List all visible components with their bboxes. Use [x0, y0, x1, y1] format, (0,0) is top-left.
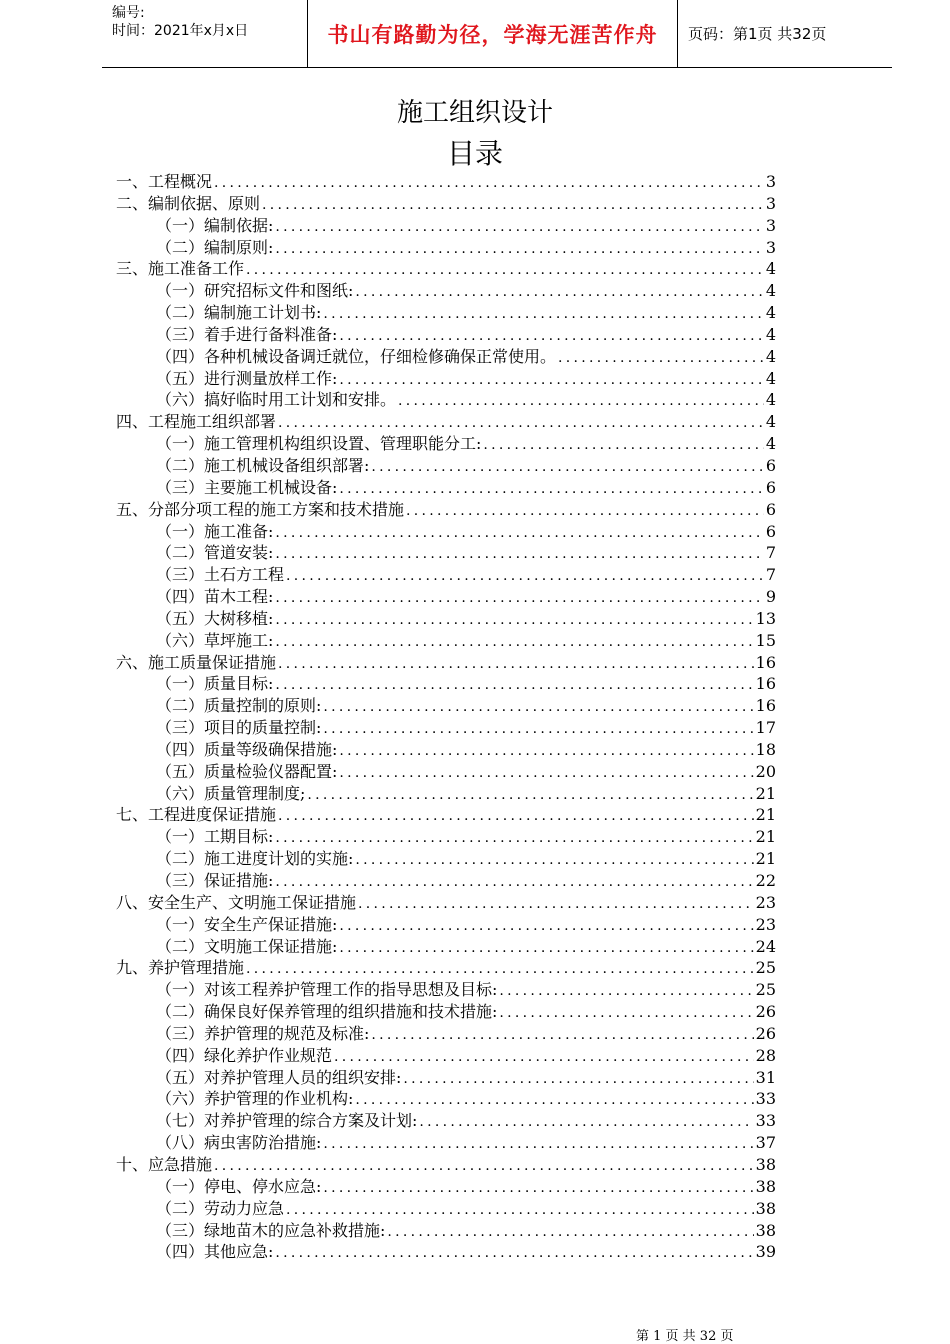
toc-entry-page: 33: [755, 1089, 776, 1109]
toc-leader-dots: [286, 566, 764, 586]
toc-entry-label: （二）管道安装:: [156, 543, 274, 563]
toc-entry-label: 六、施工质量保证措施: [116, 652, 277, 672]
table-of-contents: [116, 171, 776, 1263]
toc-entry[interactable]: [116, 258, 776, 280]
toc-leader-dots: [262, 195, 764, 215]
toc-entry-page: 23: [755, 892, 776, 912]
toc-entry-page: 4: [765, 390, 776, 410]
toc-entry-page: 38: [755, 1176, 776, 1196]
toc-entry-label: （五）大树移植:: [156, 608, 274, 628]
toc-entry-label: （六）养护管理的作业机构:: [156, 1089, 354, 1109]
toc-entry-page: 26: [755, 1002, 776, 1022]
toc-leader-dots: [323, 719, 753, 739]
toc-leader-dots: [214, 1156, 754, 1176]
toc-entry-label: 三、施工准备工作: [116, 259, 245, 279]
toc-entry[interactable]: [116, 739, 776, 761]
toc-entry-label: （六）搞好临时用工计划和安排。: [156, 390, 397, 410]
toc-entry-label: （二）编制原则:: [156, 237, 274, 257]
toc-entry-page: 31: [755, 1067, 776, 1087]
toc-entry-page: 25: [755, 980, 776, 1000]
toc-entry-label: （二）施工机械设备组织部署:: [156, 455, 370, 475]
toc-leader-dots: [339, 763, 753, 783]
toc-entry[interactable]: [116, 783, 776, 805]
header-meta: [102, 0, 308, 67]
header-time-label: 时间：2021年x月x日: [112, 23, 249, 39]
toc-entry[interactable]: [116, 389, 776, 411]
toc-entry-label: （三）养护管理的规范及标准:: [156, 1023, 370, 1043]
toc-entry-page: 15: [755, 630, 776, 650]
toc-entry-label: 一、工程概况: [116, 172, 213, 191]
toc-leader-dots: [355, 1090, 753, 1110]
toc-entry[interactable]: [116, 1198, 776, 1220]
toc-entry-page: 33: [755, 1111, 776, 1131]
toc-entry-label: （四）其他应急:: [156, 1242, 274, 1262]
toc-entry-page: 6: [765, 455, 776, 475]
toc-entry-label: （三）土石方工程: [156, 565, 285, 585]
toc-leader-dots: [358, 894, 754, 914]
toc-entry[interactable]: [116, 1067, 776, 1089]
toc-entry-page: 4: [765, 412, 776, 432]
toc-entry[interactable]: [116, 542, 776, 564]
toc-entry[interactable]: [116, 892, 776, 914]
toc-entry-label: （六）质量管理制度;: [156, 783, 306, 803]
toc-entry[interactable]: [116, 717, 776, 739]
toc-entry[interactable]: [116, 237, 776, 259]
toc-entry[interactable]: [116, 936, 776, 958]
header-motto: 书山有路勤为径，学海无涯苦作舟: [308, 0, 678, 67]
toc-entry[interactable]: [116, 302, 776, 324]
toc-entry-label: （二）确保良好保养管理的组织措施和技术措施:: [156, 1002, 498, 1022]
toc-entry-page: 3: [765, 193, 776, 213]
toc-entry-page: 6: [765, 499, 776, 519]
toc-leader-dots: [275, 632, 753, 652]
toc-leader-dots: [275, 523, 763, 543]
toc-leader-dots: [323, 304, 763, 324]
toc-entry-page: 21: [755, 849, 776, 869]
toc-leader-dots: [275, 828, 753, 848]
toc-entry-page: 6: [765, 521, 776, 541]
toc-entry-page: 39: [755, 1242, 776, 1262]
toc-leader-dots: [275, 872, 753, 892]
toc-leader-dots: [214, 173, 764, 193]
toc-entry-page: 25: [755, 958, 776, 978]
toc-entry-page: 13: [755, 608, 776, 628]
toc-entry-page: 38: [755, 1154, 776, 1174]
toc-entry-label: 二、编制依据、原则: [116, 193, 261, 213]
toc-entry-page: 28: [755, 1045, 776, 1065]
toc-leader-dots: [275, 217, 763, 237]
toc-entry-label: 八、安全生产、文明施工保证措施: [116, 892, 357, 912]
toc-entry-label: （三）着手进行备料准备:: [156, 324, 338, 344]
toc-leader-dots: [339, 741, 753, 761]
toc-leader-dots: [246, 959, 754, 979]
toc-entry[interactable]: [116, 521, 776, 543]
toc-leader-dots: [339, 916, 753, 936]
toc-entry[interactable]: [116, 761, 776, 783]
toc-entry-label: 五、分部分项工程的施工方案和技术措施: [116, 499, 405, 519]
toc-leader-dots: [286, 1200, 754, 1220]
toc-entry-page: 17: [755, 718, 776, 738]
toc-leader-dots: [387, 1222, 753, 1242]
toc-leader-dots: [275, 675, 753, 695]
toc-entry[interactable]: [116, 804, 776, 826]
toc-leader-dots: [323, 1178, 753, 1198]
toc-entry-label: （二）质量控制的原则:: [156, 696, 322, 716]
toc-entry-page: 4: [765, 324, 776, 344]
toc-entry-page: 21: [755, 805, 776, 825]
toc-entry[interactable]: [116, 1132, 776, 1154]
toc-entry[interactable]: [116, 433, 776, 455]
toc-entry[interactable]: [116, 1001, 776, 1023]
toc-entry[interactable]: [116, 477, 776, 499]
toc-leader-dots: [499, 981, 753, 1001]
toc-leader-dots: [398, 391, 764, 411]
toc-entry[interactable]: [116, 848, 776, 870]
toc-entry-label: 七、工程进度保证措施: [116, 805, 277, 825]
toc-leader-dots: [275, 239, 763, 259]
toc-leader-dots: [499, 1003, 753, 1023]
toc-entry-page: 4: [765, 303, 776, 323]
toc-entry[interactable]: [116, 1241, 776, 1263]
toc-leader-dots: [278, 806, 754, 826]
toc-entry-page: 4: [765, 281, 776, 301]
toc-leader-dots: [406, 501, 764, 521]
toc-entry-page: 7: [765, 543, 776, 563]
toc-entry-page: 21: [755, 827, 776, 847]
toc-entry-label: （一）编制依据:: [156, 215, 274, 235]
toc-entry-label: （七）对养护管理的综合方案及计划:: [156, 1111, 418, 1131]
toc-entry-page: 4: [765, 259, 776, 279]
document-title: 施工组织设计: [396, 98, 553, 128]
toc-entry-label: （一）施工准备:: [156, 521, 274, 541]
toc-entry-label: （一）施工管理机构组织设置、管理职能分工:: [156, 434, 482, 454]
toc-entry-label: （八）病虫害防治措施:: [156, 1133, 322, 1153]
toc-entry-label: （二）编制施工计划书:: [156, 303, 322, 323]
toc-entry[interactable]: [116, 215, 776, 237]
toc-leader-dots: [483, 435, 763, 455]
toc-entry-label: 四、工程施工组织部署: [116, 412, 277, 432]
toc-leader-dots: [355, 282, 763, 302]
toc-heading: 目录: [446, 137, 503, 170]
toc-entry-page: 9: [765, 587, 776, 607]
toc-leader-dots: [403, 1069, 753, 1089]
toc-entry[interactable]: [116, 346, 776, 368]
toc-entry-page: 21: [755, 783, 776, 803]
toc-entry-page: 3: [765, 215, 776, 235]
toc-entry-page: 6: [765, 477, 776, 497]
toc-leader-dots: [275, 544, 763, 564]
toc-entry-page: 18: [755, 739, 776, 759]
toc-entry-page: 4: [765, 368, 776, 388]
toc-entry-label: （一）对该工程养护管理工作的指导思想及目标:: [156, 980, 498, 1000]
toc-entry-label: （二）文明施工保证措施:: [156, 936, 338, 956]
toc-entry[interactable]: [116, 826, 776, 848]
page-header: [102, 0, 892, 68]
toc-entry[interactable]: [116, 1154, 776, 1176]
toc-entry[interactable]: [116, 193, 776, 215]
toc-entry[interactable]: [116, 1088, 776, 1110]
toc-entry[interactable]: [116, 1045, 776, 1067]
toc-leader-dots: [339, 938, 753, 958]
toc-entry-label: 十、应急措施: [116, 1154, 213, 1174]
toc-entry-label: （三）项目的质量控制:: [156, 718, 322, 738]
toc-entry-label: （四）苗木工程:: [156, 587, 274, 607]
toc-leader-dots: [339, 479, 763, 499]
toc-entry[interactable]: [116, 368, 776, 390]
toc-leader-dots: [275, 1243, 753, 1263]
toc-entry-page: 23: [755, 914, 776, 934]
toc-entry-label: （四）绿化养护作业规范: [156, 1045, 333, 1065]
toc-leader-dots: [419, 1112, 753, 1132]
toc-leader-dots: [246, 260, 764, 280]
toc-entry-label: （一）质量目标:: [156, 674, 274, 694]
header-code-label: 编号:: [112, 5, 145, 21]
toc-leader-dots: [334, 1047, 754, 1067]
toc-entry[interactable]: [116, 1023, 776, 1045]
toc-leader-dots: [278, 654, 754, 674]
toc-entry-page: 37: [755, 1133, 776, 1153]
toc-entry[interactable]: [116, 1220, 776, 1242]
toc-entry[interactable]: [116, 1110, 776, 1132]
toc-entry[interactable]: [116, 455, 776, 477]
toc-entry-page: 26: [755, 1023, 776, 1043]
toc-entry[interactable]: [116, 914, 776, 936]
toc-entry-label: （一）研究招标文件和图纸:: [156, 281, 354, 301]
toc-entry[interactable]: [116, 280, 776, 302]
toc-entry-label: （二）施工进度计划的实施:: [156, 849, 354, 869]
toc-entry[interactable]: [116, 695, 776, 717]
toc-entry-page: 22: [755, 871, 776, 890]
toc-entry[interactable]: [116, 957, 776, 979]
toc-entry-label: （三）绿地苗木的应急补救措施:: [156, 1220, 386, 1240]
toc-entry-label: （四）各种机械设备调迁就位，仔细检修确保正常使用。: [156, 346, 557, 366]
toc-leader-dots: [339, 326, 763, 346]
toc-entry[interactable]: [116, 324, 776, 346]
toc-entry-label: 九、养护管理措施: [116, 958, 245, 978]
page-footer: 第 1 页 共 32 页: [636, 1329, 734, 1344]
toc-entry[interactable]: [116, 499, 776, 521]
toc-entry-label: （六）草坪施工:: [156, 630, 274, 650]
toc-leader-dots: [339, 370, 763, 390]
toc-entry-label: （二）劳动力应急: [156, 1198, 285, 1218]
toc-entry[interactable]: [116, 673, 776, 695]
toc-entry-page: 3: [765, 172, 776, 191]
toc-leader-dots: [323, 697, 753, 717]
toc-entry[interactable]: [116, 411, 776, 433]
toc-leader-dots: [355, 850, 753, 870]
toc-leader-dots: [275, 588, 763, 608]
toc-entry[interactable]: [116, 630, 776, 652]
toc-entry[interactable]: [116, 1176, 776, 1198]
toc-entry-page: 16: [755, 674, 776, 694]
toc-entry-label: （一）安全生产保证措施:: [156, 914, 338, 934]
toc-leader-dots: [558, 348, 764, 368]
toc-leader-dots: [371, 457, 763, 477]
toc-entry-label: （五）对养护管理人员的组织安排:: [156, 1067, 402, 1087]
toc-entry-page: 4: [765, 346, 776, 366]
toc-entry-page: 38: [755, 1198, 776, 1218]
toc-entry-label: （四）质量等级确保措施:: [156, 739, 338, 759]
toc-entry-page: 38: [755, 1220, 776, 1240]
toc-entry-label: （三）主要施工机械设备:: [156, 477, 338, 497]
toc-leader-dots: [323, 1134, 753, 1154]
toc-entry-page: 4: [765, 434, 776, 454]
toc-entry-label: （五）质量检验仪器配置:: [156, 761, 338, 781]
toc-entry-page: 3: [765, 237, 776, 257]
toc-leader-dots: [278, 413, 764, 433]
toc-entry[interactable]: [116, 608, 776, 630]
header-page-info: 页码：第1页 共32页: [688, 25, 827, 43]
toc-entry[interactable]: [116, 979, 776, 1001]
toc-leader-dots: [371, 1025, 753, 1045]
toc-entry-label: （三）保证措施:: [156, 871, 274, 890]
toc-entry[interactable]: [116, 586, 776, 608]
toc-entry-page: 16: [755, 652, 776, 672]
toc-entry[interactable]: [116, 564, 776, 586]
toc-entry[interactable]: [116, 171, 776, 193]
toc-entry-page: 7: [765, 565, 776, 585]
toc-entry-label: （一）工期目标:: [156, 827, 274, 847]
toc-leader-dots: [275, 610, 753, 630]
toc-entry-page: 20: [755, 761, 776, 781]
toc-entry-page: 24: [755, 936, 776, 956]
toc-entry[interactable]: [116, 652, 776, 674]
toc-entry[interactable]: [116, 870, 776, 892]
toc-entry-label: （五）进行测量放样工作:: [156, 368, 338, 388]
toc-entry-label: （一）停电、停水应急:: [156, 1176, 322, 1196]
toc-entry-page: 16: [755, 696, 776, 716]
toc-leader-dots: [307, 785, 753, 805]
